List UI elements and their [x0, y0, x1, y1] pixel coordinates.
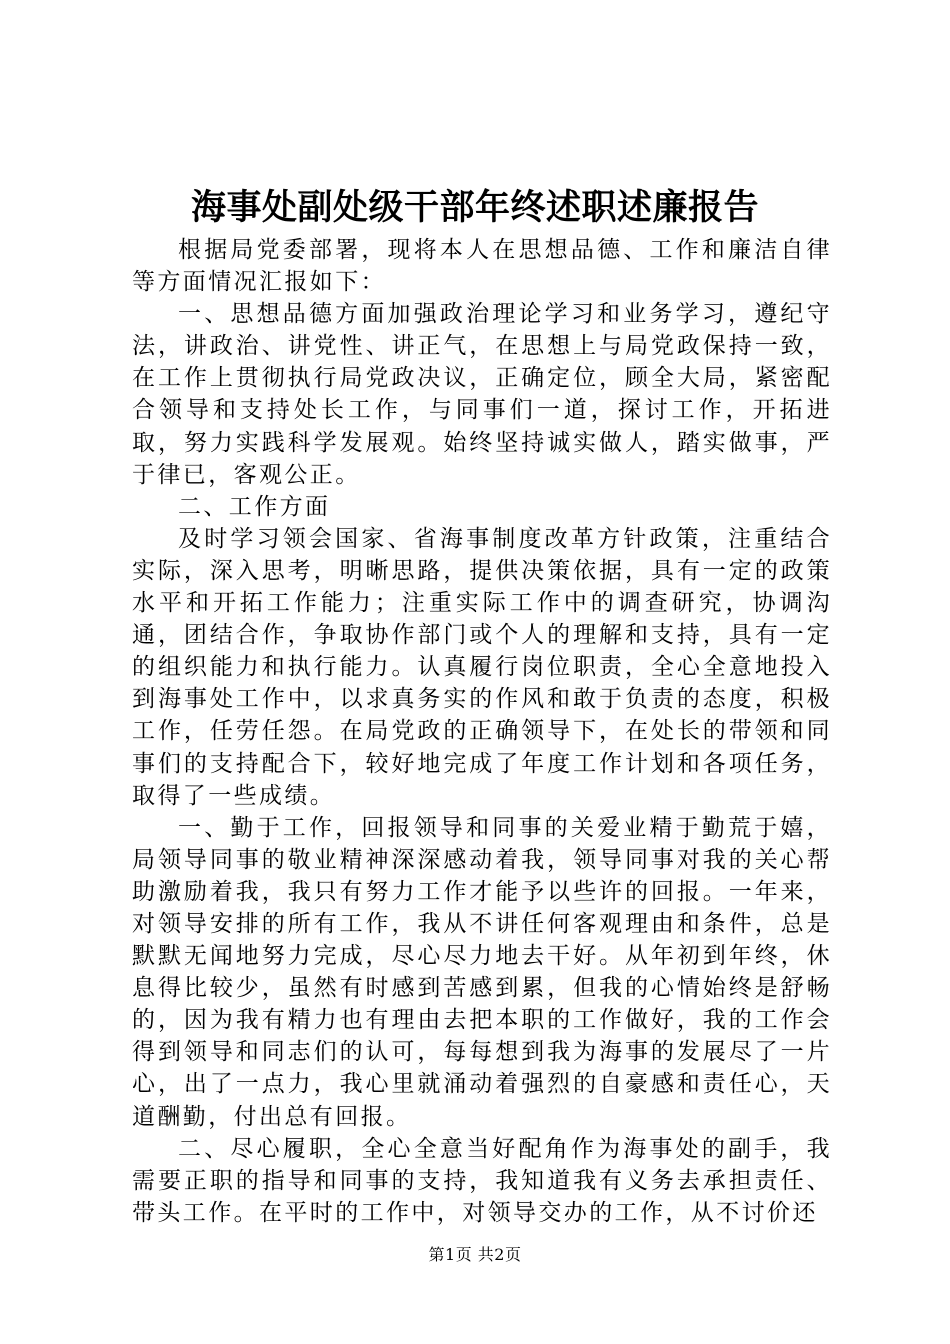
- paragraph-duty: 二、尽心履职，全心全意当好配角作为海事处的副手，我需要正职的指导和同事的支持，我知道我有义务去承担责任、带头工作。在平时的工作中，对领导交办的工作，从不讨价还: [132, 1135, 832, 1226]
- document-title: 海事处副处级干部年终述职述廉报告: [190, 187, 759, 228]
- page-footer: 第1页 共2页: [428, 1245, 522, 1264]
- paragraph-section-1: 一、思想品德方面加强政治理论学习和业务学习，遵纪守法，讲政治、讲党性、讲正气，在思想上与局党政保持一致，在工作上贯彻执行局党政决议，正确定位，顾全大局，紧密配合领导和支持处长工作，与同事们一道，探讨工作，开拓进取，努力实践科学发展观。始终坚持诚实做人，踏实做事，严于律已，客观公正。: [132, 301, 832, 488]
- section-heading-work: 二、工作方面: [178, 493, 331, 520]
- paragraph-diligent-work: 一、勤于工作，回报领导和同事的关爱业精于勤荒于嬉，局领导同事的敬业精神深深感动着我，领导同事对我的关心帮助激励着我，我只有努力工作才能予以些许的回报。一年来，对领导安排的所有工作，我从不讲任何客观理由和条件，总是默默无闻地努力完成，尽心尽力地去干好。从年初到年终，休息得比较少，虽然有时感到苦感到累，但我的心情始终是舒畅的，因为我有精力也有理由去把本职的工作做好，我的工作会得到领导和同志们的认可，每每想到我为海事的发展尽了一片心，出了一点力，我心里就涌动着强烈的自豪感和责任心，天道酬勤，付出总有回报。: [132, 814, 832, 1130]
- paragraph-work-overview: 及时学习领会国家、省海事制度改革方针政策，注重结合实际，深入思考，明晰思路，提供决策依据，具有一定的政策水平和开拓工作能力；注重实际工作中的调查研究，协调沟通，团结合作，争取协作部门或个人的理解和支持，具有一定的组织能力和执行能力。认真履行岗位职责，全心全意地投入到海事处工作中，以求真务实的作风和敢于负责的态度，积极工作，任劳任怨。在局党政的正确领导下，在处长的带领和同事们的支持配合下，较好地完成了年度工作计划和各项任务，取得了一些成绩。: [132, 525, 832, 809]
- paragraph-intro: 根据局党委部署，现将本人在思想品德、工作和廉洁自律等方面情况汇报如下：: [132, 237, 832, 296]
- document-body: [132, 234, 832, 1229]
